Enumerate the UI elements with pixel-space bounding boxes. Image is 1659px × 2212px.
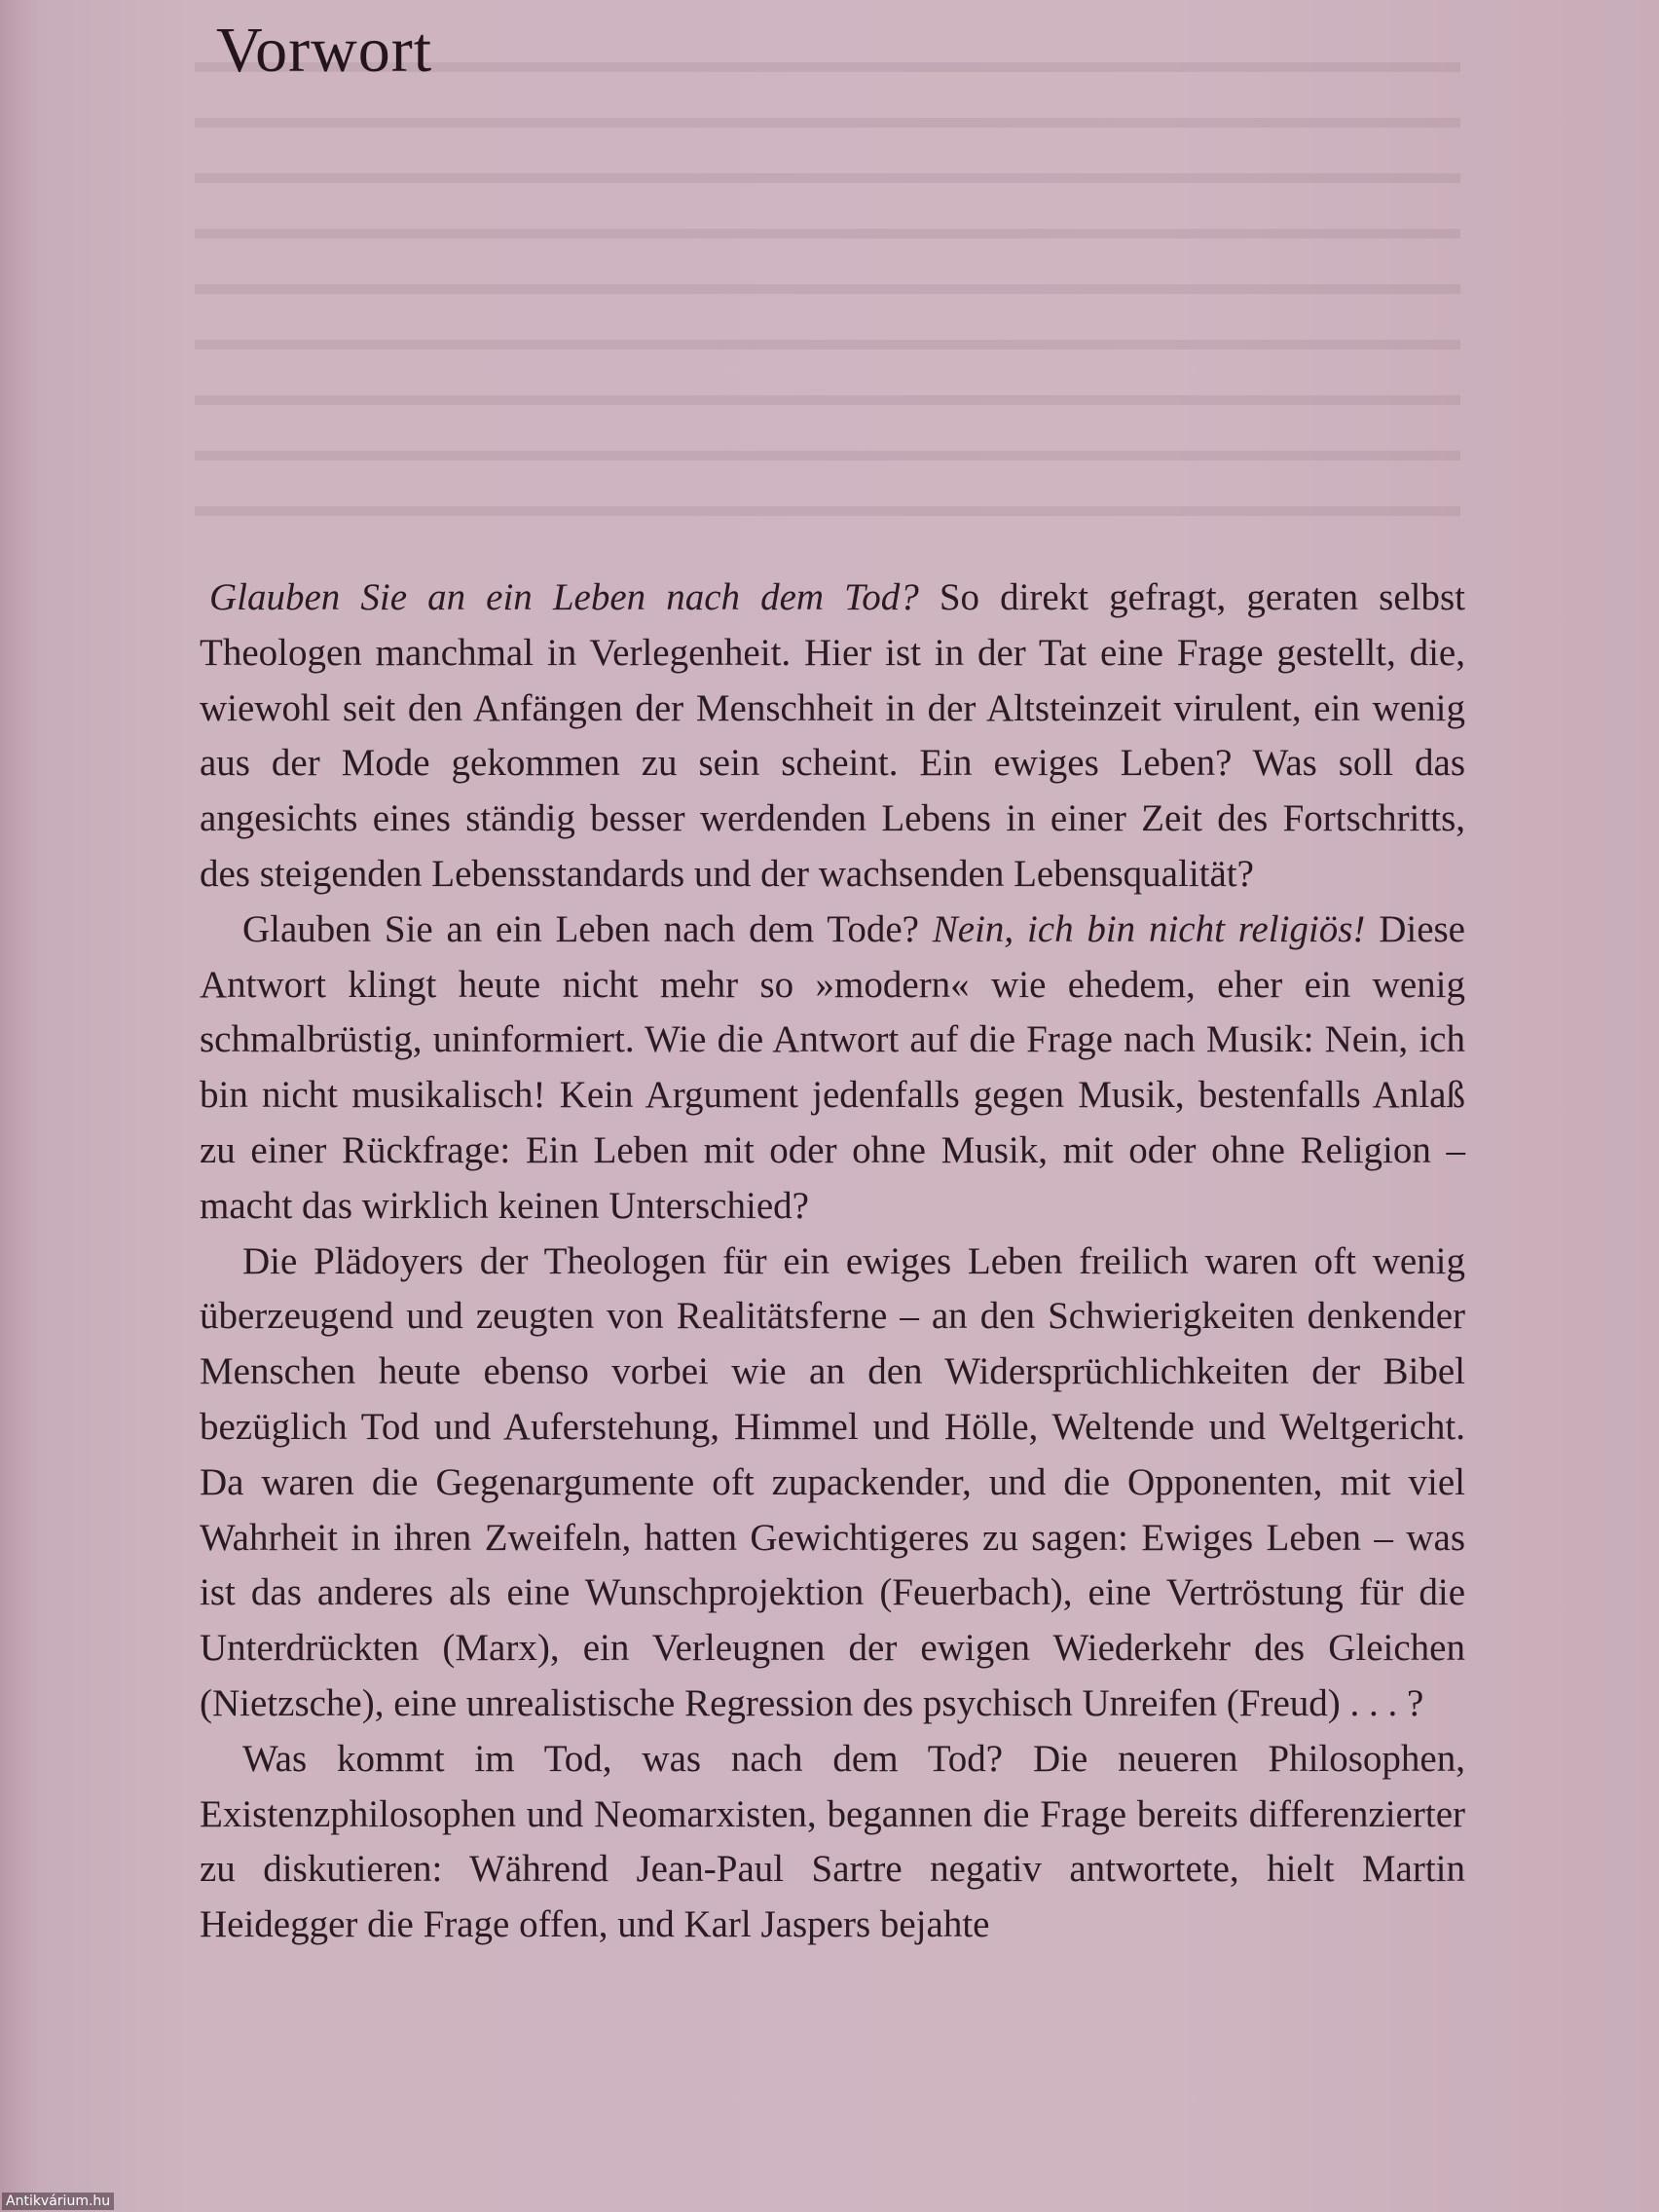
paragraph-4: Was kommt im Tod, was nach dem Tod? Die neueren Philosophen, Existenzphilosophen und Neomarxisten, begannen die Frage bereits differenzierter zu diskutieren: Während Jean-Paul Sartre negativ antwortete, hielt Martin Heidegger die Frage offen, und Karl Jaspers bejahte <box>200 1737 1465 1946</box>
paragraph-1-italic-lead: Glauben Sie an ein Leben nach dem Tod? <box>209 576 919 618</box>
paragraph-1-text: So direkt gefragt, geraten selbst Theologen manchmal in Verlegenheit. Hier ist in der Tat eine Frage gestellt, die, wiewohl seit den Anfängen der Menschheit in der Altsteinzeit virulent, ein wenig aus der Mode gekommen zu sein scheint. Ein ewiges Leben? Was soll das angesichts eines ständig besser werdenden Lebens in einer Zeit des Fortschritts, des steigenden Lebensstandards und der wachsenden Lebensqualität? <box>200 576 1465 895</box>
bleed-through-text <box>195 29 1460 555</box>
paragraph-1 <box>200 571 1465 903</box>
paragraph-2-text: Diese Antwort klingt heute nicht mehr so »modern« wie ehedem, eher ein wenig schmalbrüstig, uninformiert. Wie die Antwort auf die Frage nach Musik: Nein, ich bin nicht musikalisch! Kein Argument jedenfalls gegen Musik, bestenfalls Anlaß zu einer Rückfrage: Ein Leben mit oder ohne Musik, mit oder ohne Religion – macht das wirklich keinen Unterschied? <box>200 907 1465 1227</box>
watermark: Antikvárium.hu <box>2 2193 114 2210</box>
paragraph-3: Die Plädoyers der Theologen für ein ewiges Leben freilich waren oft wenig überzeugend und zeugten von Realitätsferne – an den Schwierigkeiten denkender Menschen heute ebenso vorbei wie an den Widersprüchlichkeiten der Bibel bezüglich Tod und Auferstehung, Himmel und Hölle, Weltende und Weltgericht. Da waren die Gegenargumente oft zupackender, und die Opponenten, mit viel Wahrheit in ihren Zweifeln, hatten Gewichtigeres zu sagen: Ewiges Leben – was ist das anderes als eine Wunschprojektion (Feuerbach), eine Vertröstung für die Unterdrückten (Marx), ein Verleugnen der ewigen Wiederkehr des Gleichen (Nietzsche), eine unrealistische Regression des psychisch Unreifen (Freud) . . . ? <box>200 1239 1465 1724</box>
body-text <box>200 571 1465 1953</box>
paragraph-2-italic: Nein, ich bin nicht religiös! <box>932 907 1366 950</box>
paragraph-2 <box>200 903 1465 1235</box>
paragraph-2-lead: Glauben Sie an ein Leben nach dem Tode? <box>242 907 933 950</box>
page-title: Vorwort <box>216 15 433 86</box>
